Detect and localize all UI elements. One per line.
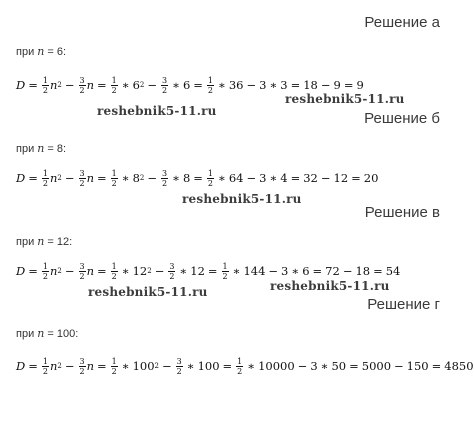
formula-value: 150	[406, 359, 429, 373]
fraction	[42, 357, 49, 376]
operator: −	[147, 78, 158, 92]
operator: =	[28, 171, 38, 185]
fraction-denominator: 2	[42, 271, 48, 281]
fraction	[79, 262, 86, 281]
operator: −	[297, 359, 308, 373]
fraction-numerator: 1	[42, 356, 48, 366]
fraction-denominator: 2	[207, 85, 213, 95]
formula-variable: n	[86, 78, 95, 92]
formula-value: 144	[243, 264, 266, 278]
operator: =	[97, 264, 107, 278]
formula-value: 12	[132, 264, 148, 278]
formula-value: 3	[310, 359, 318, 373]
formula-lhs: D	[16, 171, 26, 185]
fraction-denominator: 2	[79, 178, 85, 188]
fraction	[42, 169, 49, 188]
operator: ∗	[232, 264, 241, 278]
fraction-numerator: 1	[42, 75, 48, 85]
formula-result: 20	[363, 171, 379, 185]
fraction-numerator: 1	[207, 75, 213, 85]
operator: ∗	[172, 171, 180, 185]
fraction-numerator: 1	[222, 261, 228, 271]
formula-value: 50	[331, 359, 347, 373]
operator: =	[349, 359, 359, 373]
formula-lhs: D	[16, 78, 26, 92]
formula-value: 12	[333, 171, 349, 185]
cond-variable: n	[37, 327, 45, 340]
operator: ∗	[121, 359, 130, 373]
operator: =	[431, 359, 442, 373]
fraction-denominator: 2	[111, 85, 117, 95]
heading-solution-b: Решение б	[364, 110, 440, 127]
formula-result: 54	[385, 264, 401, 278]
operator: ∗	[269, 171, 278, 185]
operator: =	[222, 359, 233, 373]
formula-value: 36	[228, 78, 244, 92]
operator: =	[97, 359, 107, 373]
operator: =	[312, 264, 323, 278]
operator: −	[64, 78, 75, 92]
operator: −	[320, 78, 331, 92]
operator: ∗	[218, 78, 226, 92]
operator: ∗	[247, 359, 256, 373]
fraction-numerator: 1	[207, 168, 213, 178]
cond-prefix: при	[16, 328, 35, 340]
condition-g	[16, 327, 78, 340]
formula-variable: n	[86, 171, 95, 185]
formula-value: 100	[132, 359, 155, 373]
fraction	[236, 357, 243, 376]
cond-prefix: при	[16, 46, 35, 58]
operator: =	[28, 359, 38, 373]
fraction	[111, 357, 118, 376]
fraction-denominator: 2	[42, 85, 48, 95]
fraction	[111, 76, 118, 95]
operator: ∗	[291, 264, 300, 278]
operator: −	[147, 171, 158, 185]
formula-value: 3	[259, 171, 267, 185]
formula-value: 6	[132, 78, 140, 92]
formula-value: 12	[190, 264, 205, 278]
cond-variable: n	[37, 142, 45, 155]
formula-value: 6	[182, 78, 191, 92]
heading-solution-g: Решение г	[367, 296, 440, 313]
formula-value: 64	[228, 171, 244, 185]
formula-value: 9	[333, 78, 341, 92]
fraction-denominator: 2	[79, 271, 85, 281]
fraction-numerator: 3	[79, 168, 85, 178]
operator: =	[97, 171, 107, 185]
fraction-numerator: 1	[42, 261, 48, 271]
fraction-denominator: 2	[207, 178, 213, 188]
fraction-denominator: 2	[111, 366, 117, 376]
watermark-4: reshebnik5-11.ru	[270, 279, 390, 293]
formula-value: 5000	[361, 359, 392, 373]
operator: =	[193, 78, 203, 92]
formula-variable: n	[49, 359, 58, 373]
fraction-denominator: 2	[162, 178, 168, 188]
formula-lhs: D	[16, 264, 26, 278]
formula-value: 18	[303, 78, 318, 92]
formula-value: 8	[182, 171, 191, 185]
cond-value: = 12:	[44, 236, 73, 248]
fraction-denominator: 2	[162, 85, 168, 95]
fraction	[42, 262, 49, 281]
operator: ∗	[121, 78, 130, 92]
operator: −	[246, 171, 257, 185]
operator: −	[320, 171, 331, 185]
condition-b	[16, 142, 66, 155]
fraction-denominator: 2	[111, 178, 117, 188]
formula-value: 10000	[258, 359, 295, 373]
formula-g: D = $\frac{1}{2}$ n 2 − $\frac{3}{2}$ n = $\frac{1}{2}$ ∗ 100 2 − $\frac{3}{2}$ ∗ 100 = $\frac{1}{2}$ ∗ 10000 − 3 ∗ 50 = 5000 − 150 = 4850	[16, 356, 474, 376]
fraction-denominator: 2	[237, 366, 243, 376]
operator: =	[97, 78, 107, 92]
fraction	[111, 169, 118, 188]
fraction-numerator: 1	[111, 356, 117, 366]
formula-value: 8	[132, 171, 140, 185]
formula-result: 4850	[444, 359, 474, 373]
operator: ∗	[172, 78, 180, 92]
operator: ∗	[269, 78, 278, 92]
watermark-1: reshebnik5-11.ru	[285, 92, 405, 106]
operator: =	[373, 264, 383, 278]
operator: ∗	[121, 171, 130, 185]
operator: −	[64, 171, 75, 185]
formula-value: 72	[325, 264, 340, 278]
operator: =	[290, 78, 301, 92]
operator: =	[343, 78, 354, 92]
heading-solution-v: Решение в	[364, 204, 440, 221]
fraction-numerator: 3	[79, 75, 85, 85]
fraction-denominator: 2	[111, 271, 117, 281]
condition-a	[16, 45, 66, 58]
cond-prefix: при	[16, 143, 35, 155]
formula-variable: n	[86, 264, 95, 278]
fraction-numerator: 3	[169, 261, 175, 271]
fraction-numerator: 1	[237, 356, 243, 366]
formula-b: D = $\frac{1}{2}$ n 2 − $\frac{3}{2}$ n = $\frac{1}{2}$ ∗ 8 2 − $\frac{3}{2}$ ∗ 8 = $\frac{1}{2}$ ∗ 64 − 3 ∗ 4 = 32 − 12 = 20	[16, 168, 379, 188]
fraction	[161, 76, 168, 95]
operator: ∗	[121, 264, 130, 278]
formula-value: 32	[303, 171, 318, 185]
fraction	[222, 262, 229, 281]
fraction	[168, 262, 175, 281]
fraction	[207, 76, 214, 95]
operator: −	[246, 78, 257, 92]
cond-value: = 8:	[44, 143, 67, 155]
formula-variable: n	[49, 78, 58, 92]
watermark-2: reshebnik5-11.ru	[97, 104, 217, 118]
fraction-numerator: 3	[79, 261, 85, 271]
operator: =	[28, 78, 38, 92]
fraction-numerator: 3	[162, 168, 168, 178]
fraction-denominator: 2	[42, 178, 48, 188]
fraction-numerator: 1	[111, 261, 117, 271]
fraction-denominator: 2	[222, 271, 228, 281]
operator: −	[162, 359, 172, 373]
fraction-numerator: 3	[79, 356, 85, 366]
operator: −	[64, 264, 75, 278]
fraction	[207, 169, 214, 188]
cond-prefix: при	[16, 236, 35, 248]
fraction	[79, 357, 86, 376]
fraction	[79, 76, 86, 95]
operator: −	[394, 359, 404, 373]
fraction-denominator: 2	[79, 366, 85, 376]
fraction-numerator: 3	[162, 75, 168, 85]
watermark-5: reshebnik5-11.ru	[88, 285, 208, 299]
fraction-numerator: 1	[111, 168, 117, 178]
formula-value: 4	[280, 171, 288, 185]
operator: ∗	[186, 359, 195, 373]
fraction-numerator: 1	[111, 75, 117, 85]
formula-variable: n	[49, 171, 58, 185]
operator: ∗	[320, 359, 329, 373]
operator: ∗	[218, 171, 226, 185]
formula-variable: n	[49, 264, 58, 278]
operator: −	[154, 264, 165, 278]
formula-value: 100	[197, 359, 220, 373]
fraction-numerator: 1	[42, 168, 48, 178]
formula-value: 3	[259, 78, 267, 92]
operator: =	[290, 171, 301, 185]
fraction-denominator: 2	[42, 366, 48, 376]
fraction-numerator: 3	[176, 356, 182, 366]
operator: =	[193, 171, 203, 185]
fraction	[111, 262, 118, 281]
fraction	[161, 169, 168, 188]
formula-result: 9	[356, 78, 364, 92]
heading-solution-a: Решение а	[364, 14, 440, 31]
operator: −	[268, 264, 279, 278]
watermark-3: reshebnik5-11.ru	[182, 192, 302, 206]
fraction-denominator: 2	[176, 366, 182, 376]
operator: =	[207, 264, 218, 278]
formula-value: 3	[280, 78, 288, 92]
operator: =	[28, 264, 38, 278]
cond-variable: n	[37, 235, 45, 248]
cond-value: = 100:	[44, 328, 79, 340]
cond-value: = 6:	[44, 46, 67, 58]
fraction	[176, 357, 183, 376]
operator: =	[351, 171, 361, 185]
operator: −	[342, 264, 353, 278]
fraction-denominator: 2	[169, 271, 175, 281]
fraction	[42, 76, 49, 95]
formula-a: D = $\frac{1}{2}$ n 2 − $\frac{3}{2}$ n = $\frac{1}{2}$ ∗ 6 2 − $\frac{3}{2}$ ∗ 6 = $\frac{1}{2}$ ∗ 36 − 3 ∗ 3 = 18 − 9 = 9	[16, 75, 364, 95]
operator: ∗	[179, 264, 188, 278]
condition-v	[16, 235, 72, 248]
formula-value: 3	[281, 264, 289, 278]
formula-v: D = $\frac{1}{2}$ n 2 − $\frac{3}{2}$ n = $\frac{1}{2}$ ∗ 12 2 − $\frac{3}{2}$ ∗ 12 = $\frac{1}{2}$ ∗ 144 − 3 ∗ 6 = 72 − 18 = 54	[16, 261, 401, 281]
operator: −	[64, 359, 75, 373]
formula-value: 6	[302, 264, 310, 278]
cond-variable: n	[37, 45, 45, 58]
formula-variable: n	[86, 359, 95, 373]
fraction-denominator: 2	[79, 85, 85, 95]
formula-value: 18	[355, 264, 371, 278]
formula-lhs: D	[16, 359, 26, 373]
fraction	[79, 169, 86, 188]
